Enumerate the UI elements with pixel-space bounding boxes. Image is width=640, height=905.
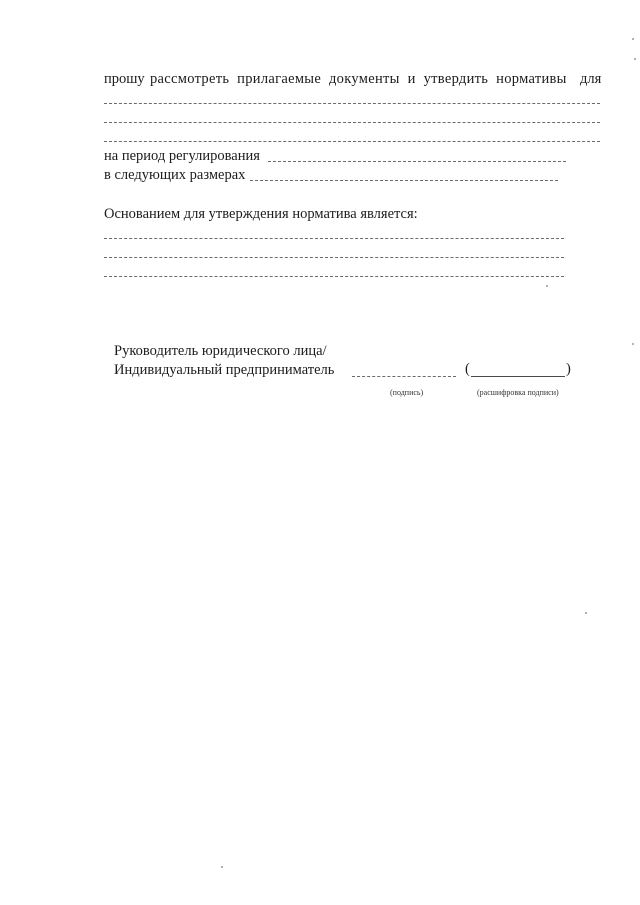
fill-line-normatives-1[interactable] — [104, 103, 600, 104]
fill-line-basis-3[interactable] — [104, 276, 564, 277]
decode-signature-line[interactable] — [471, 376, 565, 377]
request-text: рассмотреть прилагаемые документы и утвердить нормативы — [150, 71, 567, 87]
decode-paren-open: ( — [465, 361, 470, 377]
fill-line-sizes[interactable] — [250, 180, 558, 181]
scan-speck — [221, 866, 223, 868]
signatory-title-line1: Руководитель юридического лица/ — [114, 343, 327, 359]
scan-speck — [634, 58, 636, 60]
request-word-start: прошу — [104, 71, 145, 87]
scan-speck — [546, 285, 548, 287]
fill-line-normatives-3[interactable] — [104, 141, 600, 142]
fill-line-normatives-2[interactable] — [104, 122, 600, 123]
decode-caption: (расшифровка подписи) — [477, 388, 559, 397]
sizes-label: в следующих размерах — [104, 167, 246, 183]
fill-line-period[interactable] — [268, 161, 566, 162]
scan-speck — [632, 38, 634, 40]
signature-line[interactable] — [352, 376, 456, 377]
basis-label: Основанием для утверждения норматива является: — [104, 206, 418, 222]
request-word-end: для — [580, 71, 602, 87]
signatory-title-line2: Индивидуальный предприниматель — [114, 362, 335, 378]
fill-line-basis-1[interactable] — [104, 238, 564, 239]
decode-paren-close: ) — [566, 361, 571, 377]
period-label: на период регулирования — [104, 148, 260, 164]
signature-caption: (подпись) — [390, 388, 424, 397]
fill-line-basis-2[interactable] — [104, 257, 564, 258]
scan-speck — [632, 343, 634, 345]
scan-speck — [585, 612, 587, 614]
